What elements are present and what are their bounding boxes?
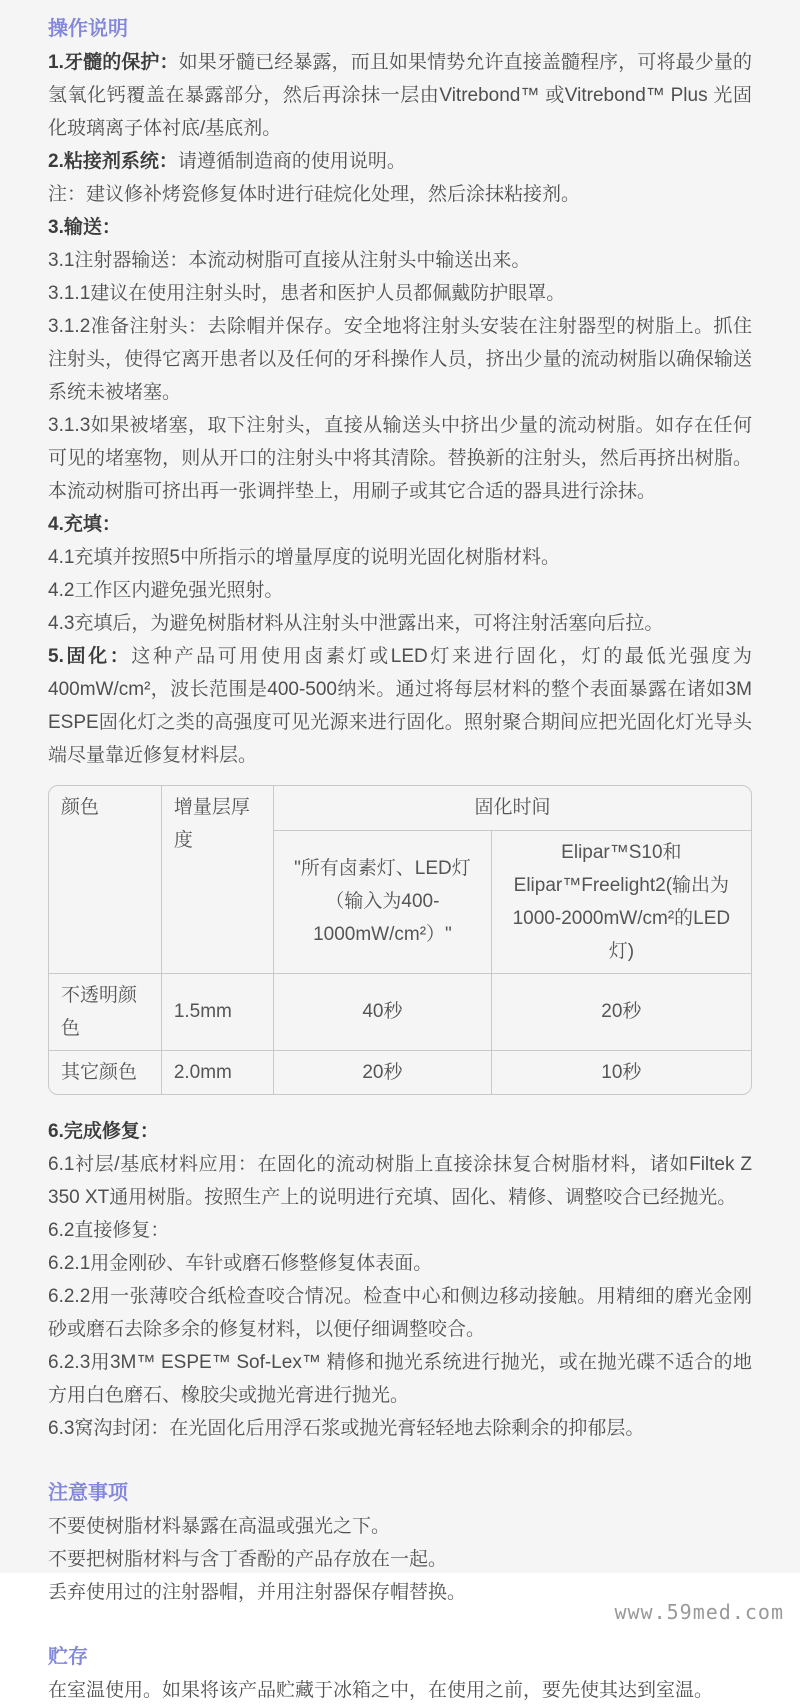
paragraph-filling [48,508,752,541]
header-cell-color: 颜色 [49,786,161,973]
cell-elipar-time: 20秒 [491,973,751,1050]
paragraph-text: 丢弃使用过的注射器帽，并用注射器保存帽替换。 [48,1582,467,1603]
section-title-precautions: 注意事项 [48,1482,128,1504]
paragraph-label: 5.固化： [48,646,132,667]
paragraph-text: 4.2工作区内避免强光照射。 [48,580,284,601]
cell-halogen-time: 40秒 [274,973,492,1050]
paragraph-text: 3.1.3如果被堵塞，取下注射头，直接从输送头中挤出少量的流动树脂。如存在任何可见的堵塞物，则从开口的注射头中将其清除。替换新的注射头，然后再挤出树脂。本流动树脂可挤出再一张调拌垫上，用刷子或其它合适的器具进行涂抹。 [48,415,752,502]
paragraph-label: 1.牙髓的保护： [48,52,179,73]
curing-time-table-wrap [48,785,752,1095]
paragraph-6-2-2 [48,1280,752,1346]
paragraph-text: 6.2.2用一张薄咬合纸检查咬合情况。检查中心和侧边移动接触。用精细的磨光金刚砂或磨石去除多余的修复材料，以便仔细调整咬合。 [48,1286,752,1340]
paragraph-6-2-1 [48,1247,752,1280]
paragraph-6-1 [48,1148,752,1214]
paragraph-label: 6.完成修复： [48,1121,159,1142]
precaution-line-2 [48,1543,752,1576]
table-header-row [49,786,751,830]
paragraph-text: 不要把树脂材料与含丁香酚的产品存放在一起。 [48,1549,448,1570]
cell-halogen-time: 20秒 [274,1050,492,1094]
cell-thickness: 2.0mm [161,1050,273,1094]
paragraph-delivery [48,211,752,244]
paragraph-text: 6.2.3用3M™ ESPE™ Sof-Lex™ 精修和抛光系统进行抛光，或在抛光碟不适合的地方用白色磨石、橡胶尖或抛光膏进行抛光。 [48,1352,752,1406]
table-row-opaque [49,973,751,1050]
paragraph-text: 4.3充填后，为避免树脂材料从注射头中泄露出来，可将注射活塞向后拉。 [48,613,664,634]
paragraph-4-2 [48,574,752,607]
paragraph-text: 这种产品可用使用卤素灯或LED灯来进行固化，灯的最低光强度为400mW/cm²，波长范围是400-500纳米。通过将每层材料的整个表面暴露在诸如3M ESPE固化灯之类的高强度可见光源来进行固化。照射聚合期间应把光固化灯光导头端尽量靠近修复材料层。 [48,646,752,766]
paragraph-adhesive-system [48,145,752,178]
paragraph-3-1-3 [48,409,752,508]
paragraph-pulp-protection [48,46,752,145]
paragraph-3-1-1 [48,277,752,310]
paragraph-text: 如果牙髓已经暴露，而且如果情势允许直接盖髓程序，可将最少量的氢氧化钙覆盖在暴露部分，然后再涂抹一层由Vitrebond™ 或Vitrebond™ Plus 光固化玻璃离子体衬底/基底剂。 [48,52,752,139]
site-watermark: www.59med.com [614,1600,784,1624]
paragraph-label: 4.充填： [48,514,121,535]
paragraph-text: 请遵循制造商的使用说明。 [177,151,406,172]
storage-line-1 [48,1674,752,1707]
paragraph-text: 不要使树脂材料暴露在高温或强光之下。 [48,1516,391,1537]
paragraph-3-1-2 [48,310,752,409]
paragraph-text: 6.1衬层/基底材料应用：在固化的流动树脂上直接涂抹复合树脂材料，诸如Filtek Z 350 XT通用树脂。按照生产上的说明进行充填、固化、精修、调整咬合已经抛光。 [48,1154,752,1208]
subheader-cell-elipar: Elipar™S10和Elipar™Freelight2(输出为1000-2000mW/cm²的LED灯) [491,830,751,973]
table-row-other [49,1050,751,1094]
paragraph-text: 4.1充填并按照5中所指示的增量厚度的说明光固化树脂材料。 [48,547,560,568]
cell-shade: 不透明颜色 [49,973,161,1050]
paragraph-text: 6.2直接修复： [48,1220,170,1241]
paragraph-text: 3.1.2准备注射头：去除帽并保存。安全地将注射头安装在注射器型的树脂上。抓住注射头，使得它离开患者以及任何的牙科操作人员，挤出少量的流动树脂以确保输送系统未被堵塞。 [48,316,752,403]
section-title-operation: 操作说明 [48,18,128,40]
header-cell-thickness: 增量层厚度 [161,786,273,973]
header-cell-cure-time: 固化时间 [274,786,751,830]
paragraph-note [48,178,752,211]
paragraph-text: 注：建议修补烤瓷修复体时进行硅烷化处理，然后涂抹粘接剂。 [48,184,581,205]
subheader-cell-halogen: "所有卤素灯、LED灯（输入为400-1000mW/cm²）" [274,830,492,973]
paragraph-text: 6.2.1用金刚砂、车针或磨石修整修复体表面。 [48,1253,433,1274]
precaution-line-1 [48,1510,752,1543]
paragraph-3-1 [48,244,752,277]
paragraph-6-3 [48,1412,752,1445]
paragraph-text: 6.3窝沟封闭：在光固化后用浮石浆或抛光膏轻轻地去除剩余的抑郁层。 [48,1418,645,1439]
paragraph-4-1 [48,541,752,574]
paragraph-finish-restoration [48,1115,752,1148]
cell-shade: 其它颜色 [49,1050,161,1094]
section-title-storage: 贮存 [48,1646,88,1668]
paragraph-text: 在室温使用。如果将该产品贮藏于冰箱之中，在使用之前，要先使其达到室温。 [48,1680,714,1701]
paragraph-6-2-3 [48,1346,752,1412]
paragraph-4-3 [48,607,752,640]
cell-elipar-time: 10秒 [491,1050,751,1094]
paragraph-label: 3.输送： [48,217,121,238]
paragraph-label: 2.粘接剂系统： [48,151,178,172]
paragraph-6-2 [48,1214,752,1247]
paragraph-curing [48,640,752,772]
curing-time-table [49,786,751,1094]
cell-thickness: 1.5mm [161,973,273,1050]
paragraph-text: 3.1.1建议在使用注射头时，患者和医护人员都佩戴防护眼罩。 [48,283,566,304]
paragraph-text: 3.1注射器输送：本流动树脂可直接从注射头中输送出来。 [48,250,531,271]
